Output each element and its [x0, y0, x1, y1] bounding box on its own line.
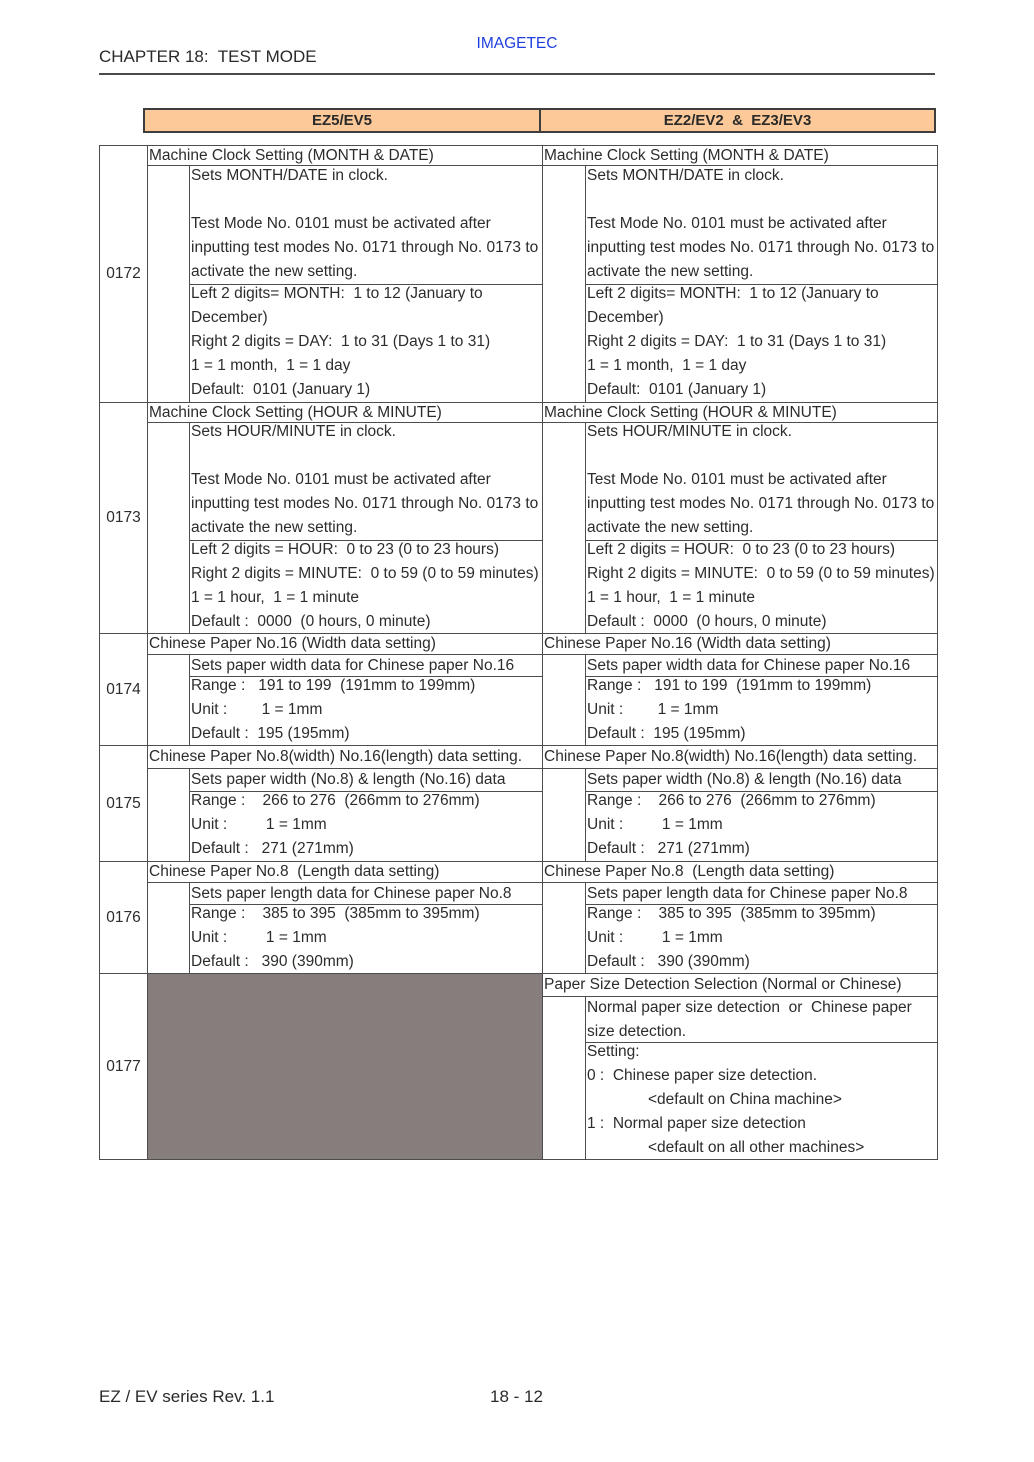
setting-description-left	[190, 655, 542, 676]
indent-spacer	[543, 997, 585, 1159]
detail-line: Left 2 digits= MONTH: 1 to 12 (January to	[191, 285, 483, 302]
setting-detail-left	[190, 677, 542, 745]
detail-line: Right 2 digits = MINUTE: 0 to 59 (0 to 59 minutes)	[191, 565, 539, 582]
indent-spacer	[148, 769, 189, 861]
detail-line: Default : 390 (390mm)	[587, 953, 750, 970]
description-line: activate the new setting.	[191, 263, 358, 280]
setting-title-left: Machine Clock Setting (HOUR & MINUTE)	[148, 403, 542, 422]
description-line: inputting test modes No. 0171 through No. 0173 to	[587, 239, 935, 256]
setting-description-left	[190, 166, 542, 284]
description-line: activate the new setting.	[587, 519, 754, 536]
detail-line: Default : 195 (195mm)	[191, 725, 350, 742]
header-rule	[99, 73, 935, 75]
setting-title-left: Chinese Paper No.8(width) No.16(length) data setting.	[148, 746, 542, 768]
description-line: activate the new setting.	[587, 263, 754, 280]
description-line: Test Mode No. 0101 must be activated after	[191, 215, 491, 232]
detail-line: 1 = 1 hour, 1 = 1 minute	[191, 589, 360, 606]
description-line: inputting test modes No. 0171 through No. 0173 to	[191, 495, 539, 512]
setting-detail-left	[190, 792, 542, 861]
detail-line: December)	[587, 309, 664, 326]
description-line: Sets HOUR/MINUTE in clock.	[587, 423, 792, 440]
unavailable-shaded-cell	[148, 974, 542, 1159]
setting-title-right: Machine Clock Setting (HOUR & MINUTE)	[543, 403, 937, 422]
detail-line: Unit : 1 = 1mm	[191, 929, 327, 946]
indent-spacer	[543, 655, 585, 745]
detail-line: Default : 271 (271mm)	[191, 840, 354, 857]
description-line: Sets paper length data for Chinese paper No.8	[587, 884, 908, 902]
indent-spacer	[543, 883, 585, 973]
description-line: activate the new setting.	[191, 519, 358, 536]
detail-line: Default: 0101 (January 1)	[191, 381, 371, 398]
setting-detail-right	[586, 541, 937, 633]
indent-spacer	[148, 655, 189, 745]
detail-line: Left 2 digits = HOUR: 0 to 23 (0 to 23 hours)	[191, 541, 500, 558]
setting-description-right	[586, 655, 937, 676]
setting-detail-left	[190, 905, 542, 973]
setting-title-right: Chinese Paper No.8 (Length data setting)	[543, 862, 937, 882]
detail-line: Default : 0000 (0 hours, 0 minute)	[587, 613, 827, 630]
description-line: Sets MONTH/DATE in clock.	[191, 167, 388, 184]
description-line: inputting test modes No. 0171 through No. 0173 to	[191, 239, 539, 256]
description-line: Test Mode No. 0101 must be activated after	[587, 215, 887, 232]
detail-line: 1 : Normal paper size detection	[587, 1115, 806, 1132]
description-line: Sets paper width (No.8) & length (No.16) data	[191, 771, 506, 788]
setting-detail-left	[190, 285, 542, 402]
detail-line: Right 2 digits = DAY: 1 to 31 (Days 1 to 31)	[587, 333, 887, 350]
detail-line: Range : 385 to 395 (385mm to 395mm)	[191, 905, 480, 922]
detail-line: Unit : 1 = 1mm	[587, 701, 719, 718]
description-line: Sets HOUR/MINUTE in clock.	[191, 423, 396, 440]
detail-line: Unit : 1 = 1mm	[587, 816, 723, 833]
indent-spacer	[148, 166, 189, 402]
detail-line: Default : 271 (271mm)	[587, 840, 750, 857]
detail-line: Range : 266 to 276 (266mm to 276mm)	[587, 792, 876, 809]
setting-description-left	[190, 423, 542, 540]
setting-description-right	[586, 769, 937, 791]
detail-line: Range : 191 to 199 (191mm to 199mm)	[191, 677, 476, 694]
detail-line: 1 = 1 month, 1 = 1 day	[191, 357, 351, 374]
description-line: Test Mode No. 0101 must be activated after	[191, 471, 491, 488]
setting-description-right	[586, 883, 937, 904]
setting-title-left: Chinese Paper No.16 (Width data setting)	[148, 634, 542, 654]
setting-title-right: Chinese Paper No.16 (Width data setting)	[543, 634, 937, 654]
detail-line: 1 = 1 month, 1 = 1 day	[587, 357, 747, 374]
setting-description-left	[190, 769, 542, 791]
detail-line: <default on all other machines>	[648, 1139, 865, 1156]
setting-title-left: Machine Clock Setting (MONTH & DATE)	[148, 146, 542, 165]
indent-spacer	[543, 166, 585, 402]
test-mode-code: 0174	[100, 634, 147, 745]
model-header-right: EZ2/EV2 & EZ3/EV3	[539, 108, 936, 133]
detail-line: Right 2 digits = MINUTE: 0 to 59 (0 to 59 minutes)	[587, 565, 935, 582]
description-line: Sets paper width data for Chinese paper No.16	[191, 656, 515, 674]
detail-line: Range : 191 to 199 (191mm to 199mm)	[587, 677, 872, 694]
setting-title-right: Chinese Paper No.8(width) No.16(length) data setting.	[543, 746, 937, 768]
detail-line: Unit : 1 = 1mm	[587, 929, 723, 946]
detail-line: Range : 385 to 395 (385mm to 395mm)	[587, 905, 876, 922]
detail-line: Default : 0000 (0 hours, 0 minute)	[191, 613, 431, 630]
setting-detail-right	[586, 1043, 937, 1159]
description-line: Sets paper length data for Chinese paper No.8	[191, 884, 512, 902]
indent-spacer	[543, 423, 585, 633]
setting-description-right	[586, 997, 937, 1042]
setting-title-right: Machine Clock Setting (MONTH & DATE)	[543, 146, 937, 165]
detail-line: Default : 195 (195mm)	[587, 725, 746, 742]
detail-line: Left 2 digits= MONTH: 1 to 12 (January to	[587, 285, 879, 302]
test-mode-code: 0176	[100, 862, 147, 973]
detail-line: Right 2 digits = DAY: 1 to 31 (Days 1 to 31)	[191, 333, 491, 350]
detail-line: 0 : Chinese paper size detection.	[587, 1067, 818, 1084]
setting-detail-right	[586, 285, 937, 402]
model-header-left: EZ5/EV5	[143, 108, 541, 133]
setting-description-left	[190, 883, 542, 904]
description-line: Sets MONTH/DATE in clock.	[587, 167, 784, 184]
setting-detail-left	[190, 541, 542, 633]
detail-line: Setting:	[587, 1043, 640, 1060]
setting-description-right	[586, 423, 937, 540]
test-mode-table	[99, 145, 938, 1160]
setting-title-left: Chinese Paper No.8 (Length data setting)	[148, 862, 542, 882]
setting-title-right: Paper Size Detection Selection (Normal or Chinese)	[543, 974, 937, 996]
setting-description-right	[586, 166, 937, 284]
detail-line: Unit : 1 = 1mm	[191, 816, 327, 833]
setting-detail-right	[586, 792, 937, 861]
detail-line: Range : 266 to 276 (266mm to 276mm)	[191, 792, 480, 809]
description-line: Test Mode No. 0101 must be activated after	[587, 471, 887, 488]
detail-line: Default : 390 (390mm)	[191, 953, 354, 970]
chapter-title: CHAPTER 18: TEST MODE	[99, 47, 317, 66]
description-line: Normal paper size detection or Chinese paper	[587, 999, 912, 1016]
detail-line: <default on China machine>	[648, 1091, 842, 1108]
description-line: size detection.	[587, 1023, 687, 1040]
detail-line: 1 = 1 hour, 1 = 1 minute	[587, 589, 756, 606]
detail-line: Default: 0101 (January 1)	[587, 381, 767, 398]
setting-detail-right	[586, 677, 937, 745]
description-line: Sets paper width (No.8) & length (No.16) data	[587, 771, 902, 788]
indent-spacer	[543, 769, 585, 861]
description-line: Sets paper width data for Chinese paper No.16	[587, 656, 911, 674]
detail-line: Left 2 digits = HOUR: 0 to 23 (0 to 23 hours)	[587, 541, 896, 558]
test-mode-code: 0177	[100, 974, 147, 1159]
indent-spacer	[148, 883, 189, 973]
test-mode-code: 0175	[100, 746, 147, 861]
footer-page-number: 18 - 12	[490, 1387, 543, 1406]
description-line: inputting test modes No. 0171 through No. 0173 to	[587, 495, 935, 512]
footer-series: EZ / EV series Rev. 1.1	[99, 1387, 275, 1406]
detail-line: Unit : 1 = 1mm	[191, 701, 323, 718]
indent-spacer	[148, 423, 189, 633]
page-header-brand: IMAGETEC	[476, 35, 558, 52]
test-mode-code: 0173	[100, 403, 147, 633]
test-mode-code: 0172	[100, 146, 147, 402]
detail-line: December)	[191, 309, 268, 326]
setting-detail-right	[586, 905, 937, 973]
